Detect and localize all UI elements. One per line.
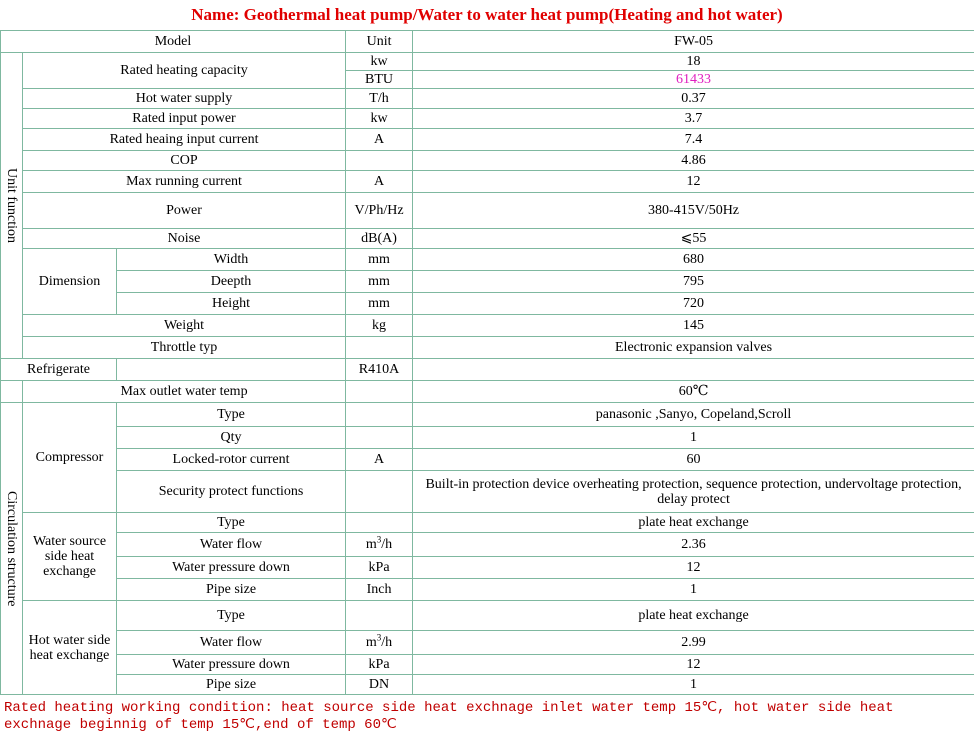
row-label: Refrigerate [1,359,117,381]
row-unit [346,513,413,533]
group-unit-function [1,53,23,359]
row-label: Qty [117,427,346,449]
row-label: Height [117,293,346,315]
row-unit: BTU [346,71,413,89]
row-unit: V/Ph/Hz [346,193,413,229]
page-title: Name: Geothermal heat pump/Water to water heat pump(Heating and hot water) [191,5,783,24]
table-row [1,449,974,471]
group-label: Circulation structure [4,490,19,607]
table-row [1,601,974,631]
table-row [1,359,974,381]
row-unit: mm [346,293,413,315]
table-row [1,229,974,249]
row-value: 0.37 [413,89,974,109]
row-value: 145 [413,315,974,337]
unit-sup: 3 [376,632,382,643]
spec-table [0,30,974,695]
row-value: 4.86 [413,151,974,171]
unit-sup: 3 [376,534,382,545]
row-label: Max outlet water temp [23,381,346,403]
row-label: Pipe size [117,675,346,695]
row-label: COP [23,151,346,171]
row-label: Rated input power [23,109,346,129]
table-row [1,513,974,533]
table-row [1,579,974,601]
unit-base: m [365,635,377,650]
row-value: 12 [413,557,974,579]
row-unit: kg [346,315,413,337]
row-label: Water pressure down [117,655,346,675]
header-model-value: FW-05 [413,31,974,53]
table-row [1,151,974,171]
header-param: Model [1,31,346,53]
row-label: Deepth [117,271,346,293]
row-label: Rated heating capacity [23,53,346,89]
row-label: Hot water supply [23,89,346,109]
table-row [1,533,974,557]
row-value: 60 [413,449,974,471]
row-label: Width [117,249,346,271]
row-label: Weight [23,315,346,337]
row-unit: kPa [346,655,413,675]
table-row [1,193,974,229]
table-row [1,381,974,403]
row-label: Type [117,513,346,533]
hot-side-label: Hot water side heat exchange [23,601,117,695]
row-unit: kPa [346,557,413,579]
row-unit: A [346,171,413,193]
table-row [1,631,974,655]
compressor-label: Compressor [23,403,117,513]
row-value: 7.4 [413,129,974,151]
header-unit: Unit [346,31,413,53]
row-value: 3.7 [413,109,974,129]
row-unit [346,631,413,655]
row-unit [346,403,413,427]
table-row [1,53,974,71]
row-unit [346,337,413,359]
table-row [1,675,974,695]
row-value: 1 [413,579,974,601]
row-unit [346,601,413,631]
row-label: Noise [23,229,346,249]
row-unit [346,471,413,513]
row-value: 380-415V/50Hz [413,193,974,229]
row-unit: mm [346,271,413,293]
table-row [1,89,974,109]
row-value: 680 [413,249,974,271]
table-row [1,271,974,293]
row-value: plate heat exchange [413,513,974,533]
row-value: panasonic ,Sanyo, Copeland,Scroll [413,403,974,427]
table-row [1,109,974,129]
row-unit: Inch [346,579,413,601]
row-label: Type [117,601,346,631]
row-label: Rated heaing input current [23,129,346,151]
row-value: 61433 [413,71,974,89]
row-value: 795 [413,271,974,293]
spacer-cell [1,381,23,403]
row-unit: DN [346,675,413,695]
table-row [1,471,974,513]
row-label: Max running current [23,171,346,193]
table-row [1,655,974,675]
row-unit [346,151,413,171]
row-label: Locked-rotor current [117,449,346,471]
table-row [1,403,974,427]
table-row [1,293,974,315]
unit-tail: /h [381,635,393,650]
row-value: 720 [413,293,974,315]
table-row [1,249,974,271]
row-value: Electronic expansion valves [413,337,974,359]
table-row [1,129,974,151]
row-value: 1 [413,427,974,449]
table-row [1,315,974,337]
water-source-label: Water source side heat exchange [23,513,117,601]
row-value: 12 [413,171,974,193]
row-unit: A [346,449,413,471]
row-unit: dB(A) [346,229,413,249]
unit-tail: /h [381,537,393,552]
row-value: 18 [413,53,974,71]
row-value: 2.36 [413,533,974,557]
row-value: ⩽55 [413,229,974,249]
table-row [1,427,974,449]
row-value: 1 [413,675,974,695]
row-label: Water pressure down [117,557,346,579]
unit-base: m [365,537,377,552]
row-label: Water flow [117,631,346,655]
dimension-label: Dimension [23,249,117,315]
row-label: Security protect functions [117,471,346,513]
working-condition-note: Rated heating working condition: heat source side heat exchnage inlet water temp 15℃, hot water side heat exchnage beginnig of temp 15℃,end of temp 60℃ [4,700,894,733]
row-value: 12 [413,655,974,675]
row-unit [117,359,346,381]
row-label: Type [117,403,346,427]
row-unit [346,381,413,403]
row-unit: kw [346,53,413,71]
row-label: Water flow [117,533,346,557]
row-label: Throttle typ [23,337,346,359]
row-unit: T/h [346,89,413,109]
group-circulation [1,403,23,695]
header-row [1,31,974,53]
row-value: plate heat exchange [413,601,974,631]
row-label: Power [23,193,346,229]
group-label: Unit function [4,167,19,244]
row-unit: A [346,129,413,151]
table-row [1,557,974,579]
table-row [1,337,974,359]
row-unit: mm [346,249,413,271]
table-row [1,171,974,193]
row-label: Pipe size [117,579,346,601]
row-value: R410A [346,359,413,381]
row-unit: kw [346,109,413,129]
row-value: 60℃ [413,381,974,403]
row-unit [346,427,413,449]
row-value: Built-in protection device overheating protection, sequence protection, undervoltage protection, delay protect [413,471,974,513]
row-unit [346,533,413,557]
row-value: 2.99 [413,631,974,655]
